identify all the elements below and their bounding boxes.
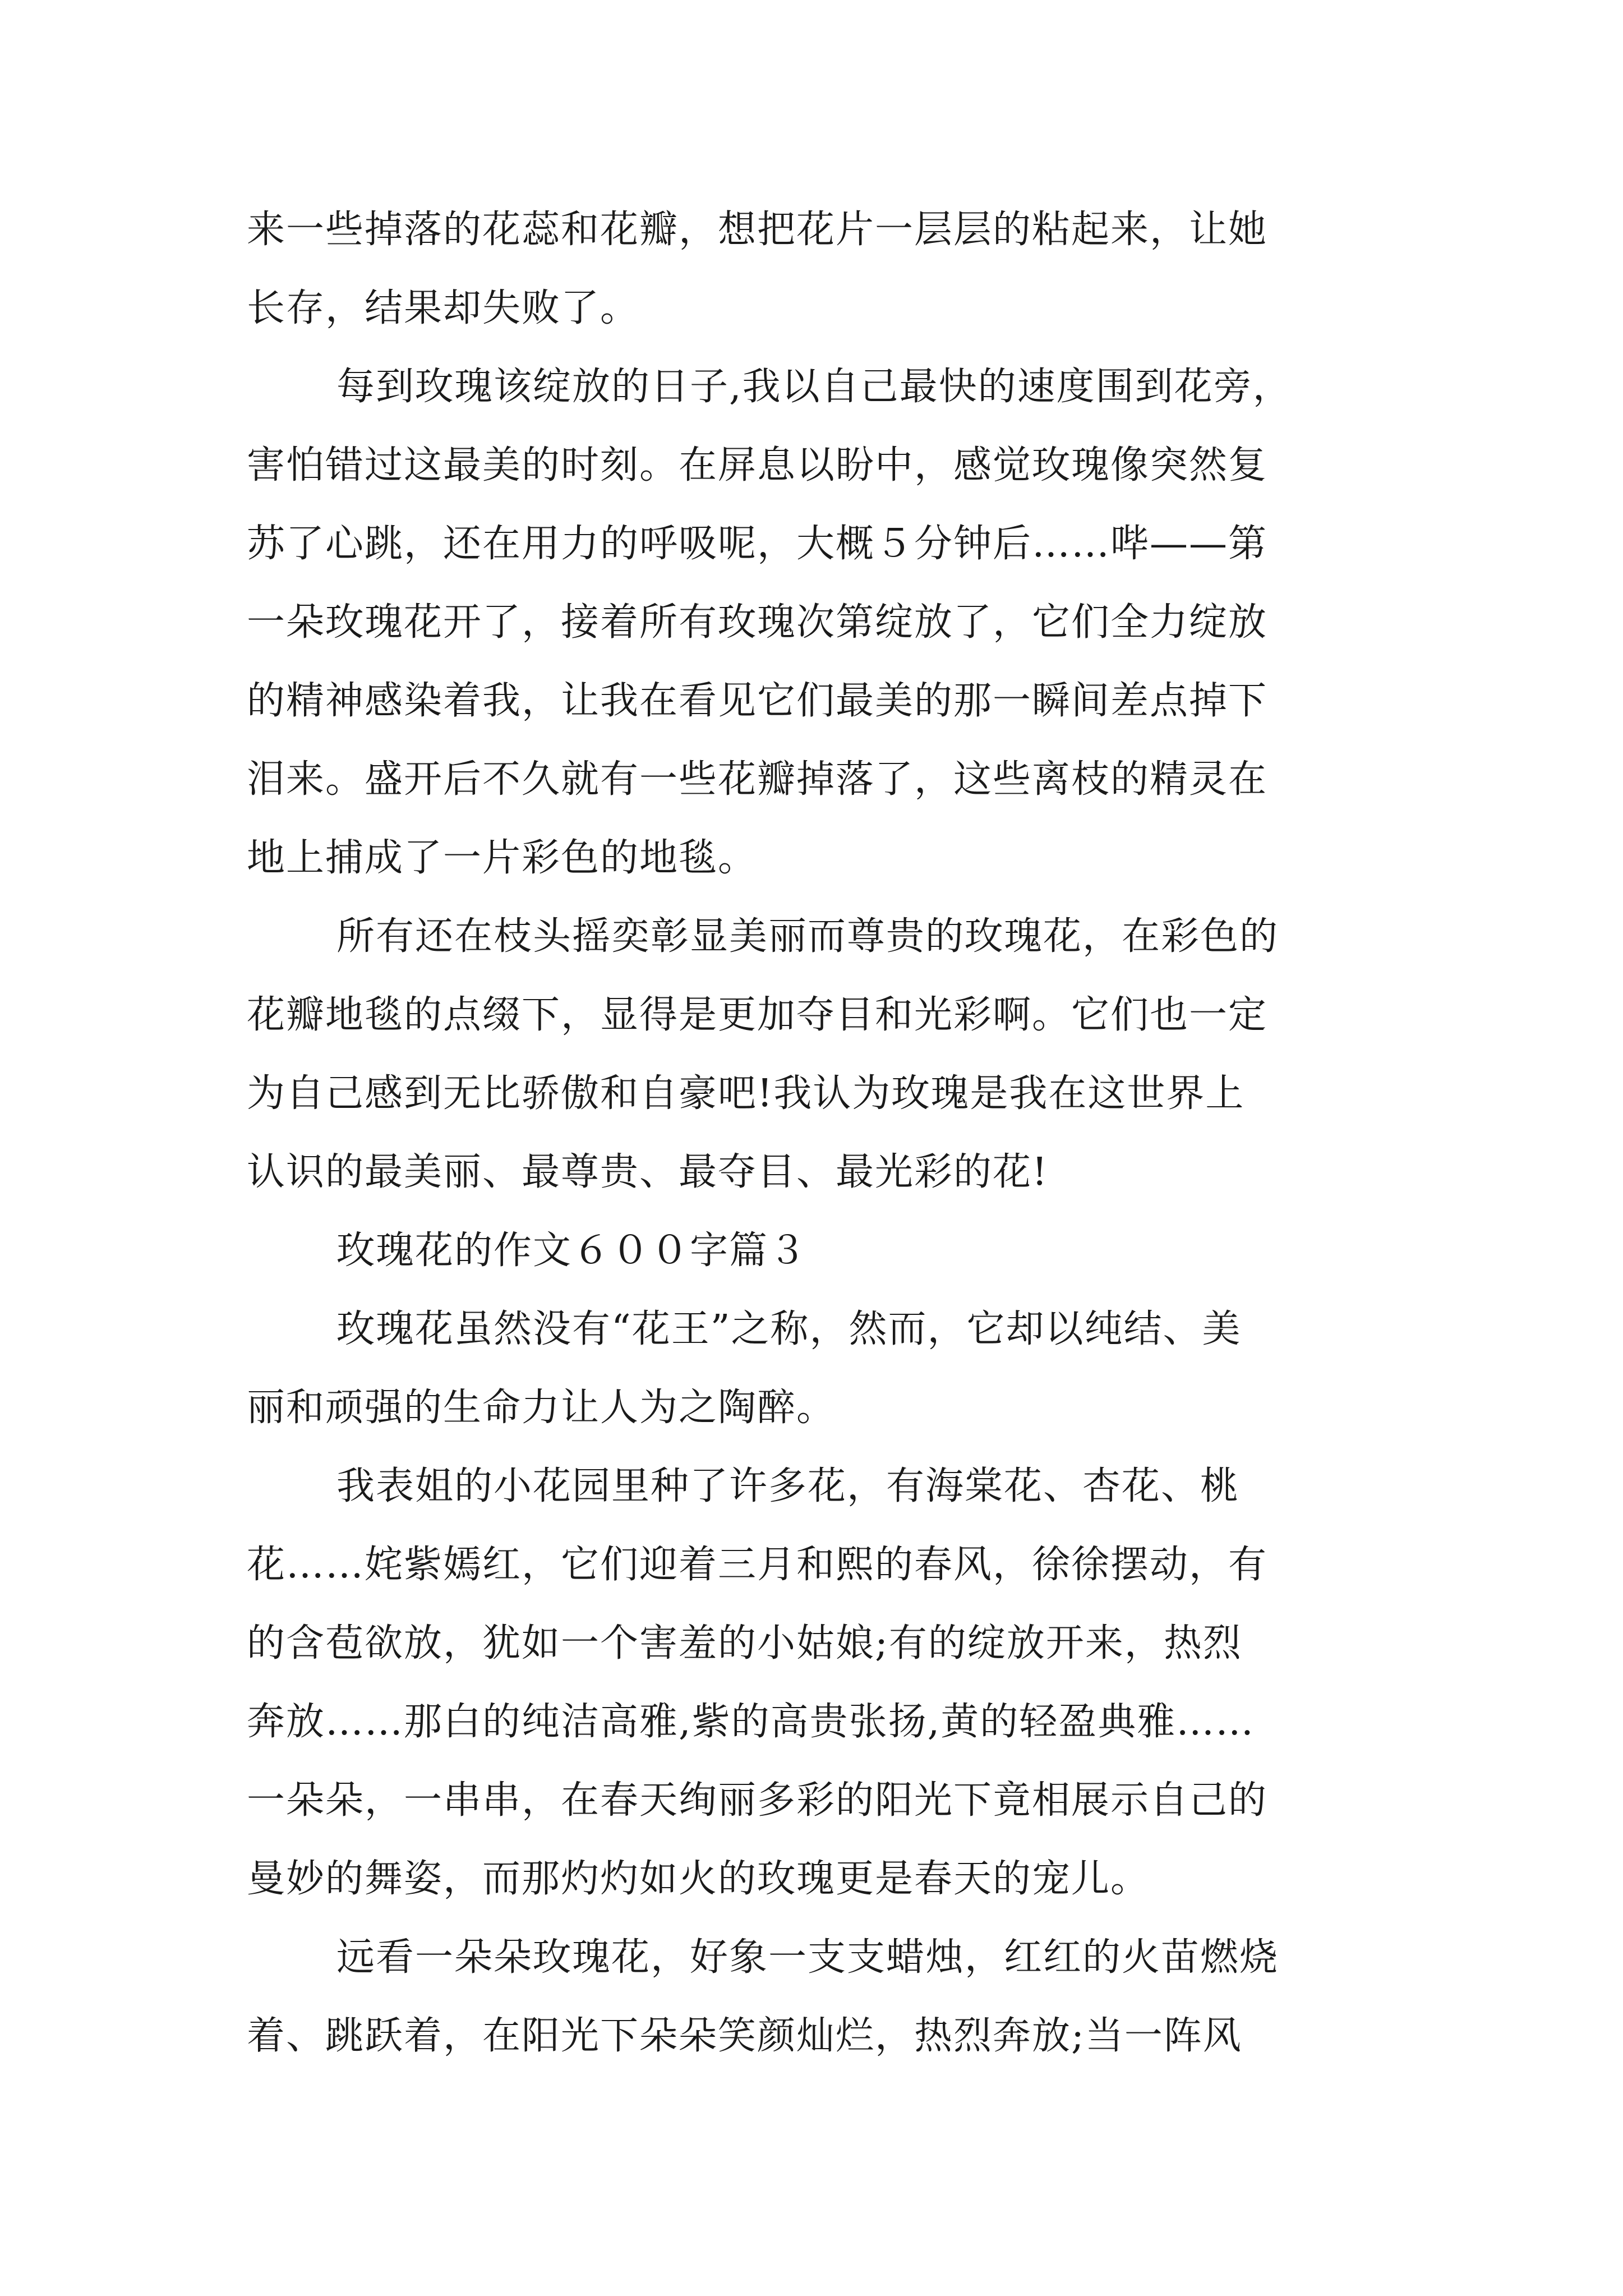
- text-line: 害怕错过这最美的时刻。在屏息以盼中，感觉玫瑰像突然复: [247, 443, 1268, 487]
- text-line: 曼妙的舞姿，而那灼灼如火的玫瑰更是春天的宠儿。: [247, 1857, 1150, 1901]
- text-line: 奔放……那白的纯洁高雅,紫的高贵张扬,黄的轻盈典雅……: [247, 1700, 1255, 1744]
- paragraph-start-line: 玫瑰花虽然没有“花王”之称，然而，它却以纯结、美: [336, 1307, 1242, 1351]
- paragraph-start-line: 每到玫瑰该绽放的日子,我以自己最快的速度围到花旁，: [336, 365, 1292, 409]
- text-line: 丽和顽强的生命力让人为之陶醉。: [247, 1386, 836, 1430]
- text-line: 花瓣地毯的点缀下，显得是更加夺目和光彩啊。它们也一定: [247, 993, 1268, 1037]
- text-line: 着、跳跃着，在阳光下朵朵笑颜灿烂，热烈奔放;当一阵风: [247, 2014, 1242, 2058]
- paragraph-start-line: 所有还在枝头摇奕彰显美丽而尊贵的玫瑰花，在彩色的: [336, 914, 1279, 959]
- text-line: 来一些掉落的花蕊和花瓣，想把花片一层层的粘起来，让她: [247, 208, 1268, 252]
- text-line: 为自己感到无比骄傲和自豪吧!我认为玫瑰是我在这世界上: [247, 1071, 1245, 1116]
- paragraph-start-line: 远看一朵朵玫瑰花，好象一支支蜡烛，红红的火苗燃烧: [336, 1935, 1279, 1980]
- text-line: 苏了心跳，还在用力的呼吸呢，大概５分钟后……哔——第: [247, 522, 1268, 566]
- text-line: 泪来。盛开后不久就有一些花瓣掉落了，这些离枝的精灵在: [247, 757, 1268, 802]
- text-line: 地上捕成了一片彩色的地毯。: [247, 836, 758, 880]
- text-line: 花……姹紫嫣红，它们迎着三月和熙的春风，徐徐摆动，有: [247, 1543, 1268, 1587]
- text-line: 一朵朵，一串串，在春天绚丽多彩的阳光下竟相展示自己的: [247, 1778, 1268, 1823]
- text-line: 认识的最美丽、最尊贵、最夺目、最光彩的花!: [247, 1150, 1049, 1194]
- text-line: 一朵玫瑰花开了，接着所有玫瑰次第绽放了，它们全力绽放: [247, 600, 1268, 645]
- text-line: 的含苞欲放，犹如一个害羞的小姑娘;有的绽放开来，热烈: [247, 1621, 1242, 1665]
- text-line: 长存，结果却失败了。: [247, 286, 640, 330]
- paragraph-start-line: 我表姐的小花园里种了许多花，有海棠花、杏花、桃: [336, 1464, 1240, 1508]
- section-heading: 玫瑰花的作文６００字篇３: [336, 1228, 808, 1273]
- text-line: 的精神感染着我，让我在看见它们最美的那一瞬间差点掉下: [247, 679, 1268, 723]
